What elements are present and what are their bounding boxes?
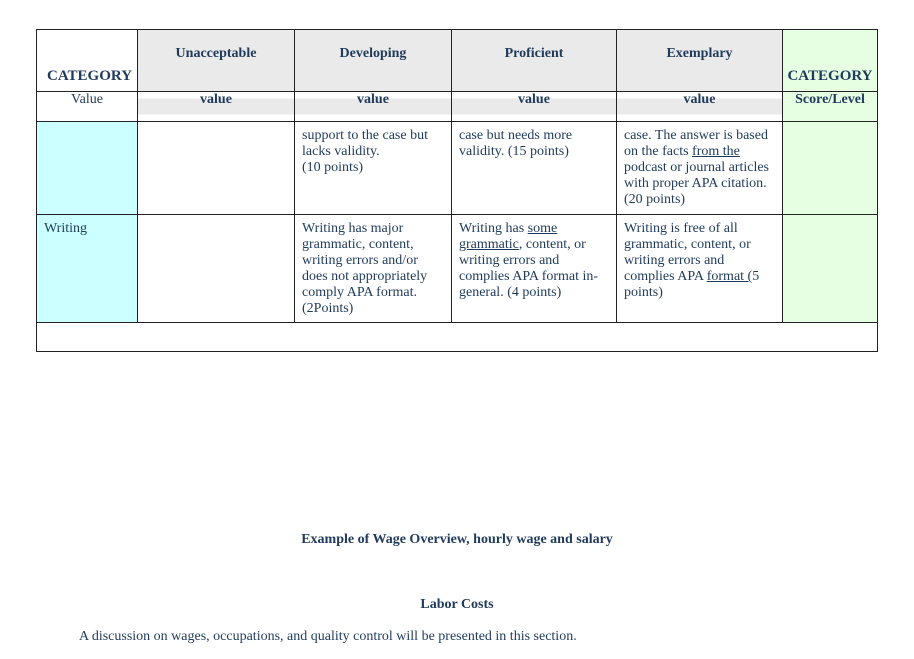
row2-developing-cell: Writing has major grammatic, content, writing errors and/or does not appropriately comply APA format. (2Points) xyxy=(295,215,452,323)
labor-costs-heading: Labor Costs xyxy=(420,597,494,612)
row2-exemplary-cell: Writing is free of all grammatic, content, or writing errors and complies APA format (5 points) xyxy=(617,215,783,323)
level-header-proficient: Proficient xyxy=(452,30,617,92)
row1-category-cell xyxy=(37,122,138,215)
row1-exemplary-cell: case. The answer is based on the facts from the podcast or journal articles with proper APA citation. (20 points) xyxy=(617,122,783,215)
table-footer-row xyxy=(37,323,878,352)
level-header-unacceptable: Unacceptable xyxy=(138,30,295,92)
wage-overview-heading: Example of Wage Overview, hourly wage and salary xyxy=(301,532,613,547)
row1-score-cell xyxy=(783,122,878,215)
category-header-right: CATEGORY xyxy=(783,30,878,92)
proficient-link-text: some grammatic xyxy=(459,221,558,252)
row1-proficient-cell: case but needs more validity. (15 points) xyxy=(452,122,617,215)
footer-cell xyxy=(37,323,878,352)
row1-unacceptable-cell xyxy=(138,122,295,215)
row1-developing-cell: support to the case but lacks validity. (10 points) xyxy=(295,122,452,215)
table-row xyxy=(37,122,878,215)
value-exemplary: value xyxy=(617,92,783,122)
level-header-exemplary: Exemplary xyxy=(617,30,783,92)
row2-unacceptable-cell xyxy=(138,215,295,323)
category-header-left: CATEGORY xyxy=(37,30,138,92)
header-row xyxy=(37,30,878,92)
value-row xyxy=(37,92,878,122)
row2-proficient-cell: Writing has some grammatic, content, or writing errors and complies APA format in- general. (4 points) xyxy=(452,215,617,323)
intro-paragraph: A discussion on wages, occupations, and quality control will be presented in this section. xyxy=(79,629,577,644)
rubric-table xyxy=(36,29,878,352)
level-header-developing: Developing xyxy=(295,30,452,92)
value-proficient: value xyxy=(452,92,617,122)
row2-score-cell xyxy=(783,215,878,323)
row2-category-cell: Writing xyxy=(37,215,138,323)
exemplary-link-text: from the xyxy=(692,144,740,159)
score-level-label: Score/Level xyxy=(783,92,878,122)
table-row xyxy=(37,215,878,323)
value-label: Value xyxy=(37,92,138,122)
value-developing: value xyxy=(295,92,452,122)
value-unacceptable: value xyxy=(138,92,295,122)
exemplary-format-link-text: format ( xyxy=(706,269,753,284)
